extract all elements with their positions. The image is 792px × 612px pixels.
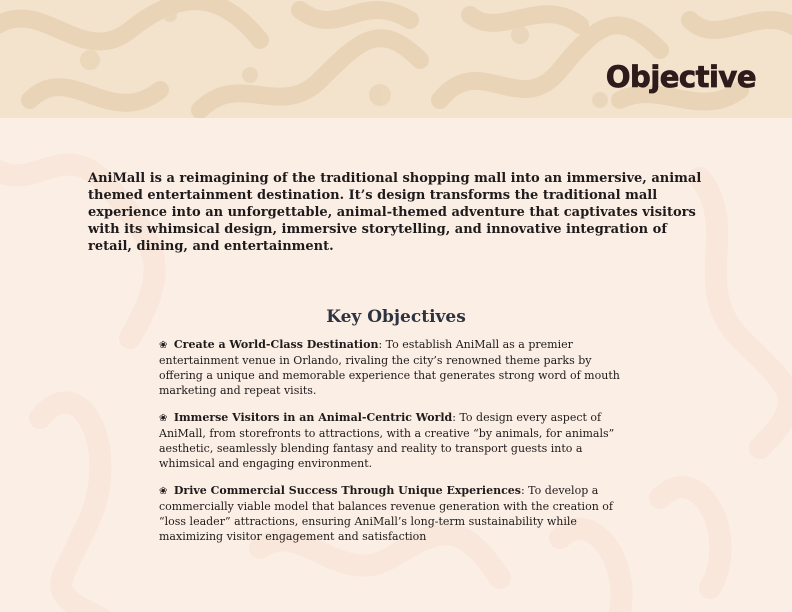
objective-separator: : bbox=[452, 411, 460, 424]
paw-icon: ❀ bbox=[159, 340, 168, 351]
banner-pattern bbox=[0, 0, 792, 118]
objective-item bbox=[159, 410, 629, 471]
objective-separator: : bbox=[378, 338, 386, 351]
paw-icon: ❀ bbox=[159, 486, 168, 497]
objective-text: To develop a commercially viable model that balances revenue generation with the creation of “loss leader” attractions, ensuring AniMall’s long-term sustainability while maximizing visitor engagement and satisfaction bbox=[159, 484, 613, 543]
header-banner bbox=[0, 0, 792, 118]
objective-text: To design every aspect of AniMall, from storefronts to attractions, with a creative “by animals, for animals” aesthetic, seamlessly blending fantasy and reality to transport guests into a whimsical and engaging environment. bbox=[159, 411, 615, 470]
page-title: Objective bbox=[605, 60, 756, 94]
objective-title: Immerse Visitors in an Animal-Centric World bbox=[173, 411, 453, 424]
paw-icon: ❀ bbox=[159, 413, 168, 424]
objective-separator: : bbox=[520, 484, 529, 497]
intro-paragraph: AniMall is a reimagining of the traditional shopping mall into an immersive, animal themed entertainment destination. It’s design transforms the traditional mall experience into an unforgettable, animal-themed adventure that captivates visitors with its whimsical design, immersive storytelling, and innovative integration of retail, dining, and entertainment. bbox=[88, 171, 702, 254]
objective-title: Drive Commercial Success Through Unique Experiences bbox=[173, 484, 521, 497]
objective-item bbox=[159, 483, 629, 544]
key-objectives-heading: Key Objectives bbox=[326, 307, 466, 327]
objective-item bbox=[159, 337, 629, 398]
objective-title: Create a World-Class Destination bbox=[173, 338, 379, 351]
objectives-list bbox=[159, 337, 629, 556]
objective-text: To establish AniMall as a premier entertainment venue in Orlando, rivaling the city’s renowned theme parks by offering a unique and memorable experience that generates strong word of mouth marketing and repeat visits. bbox=[159, 338, 620, 397]
